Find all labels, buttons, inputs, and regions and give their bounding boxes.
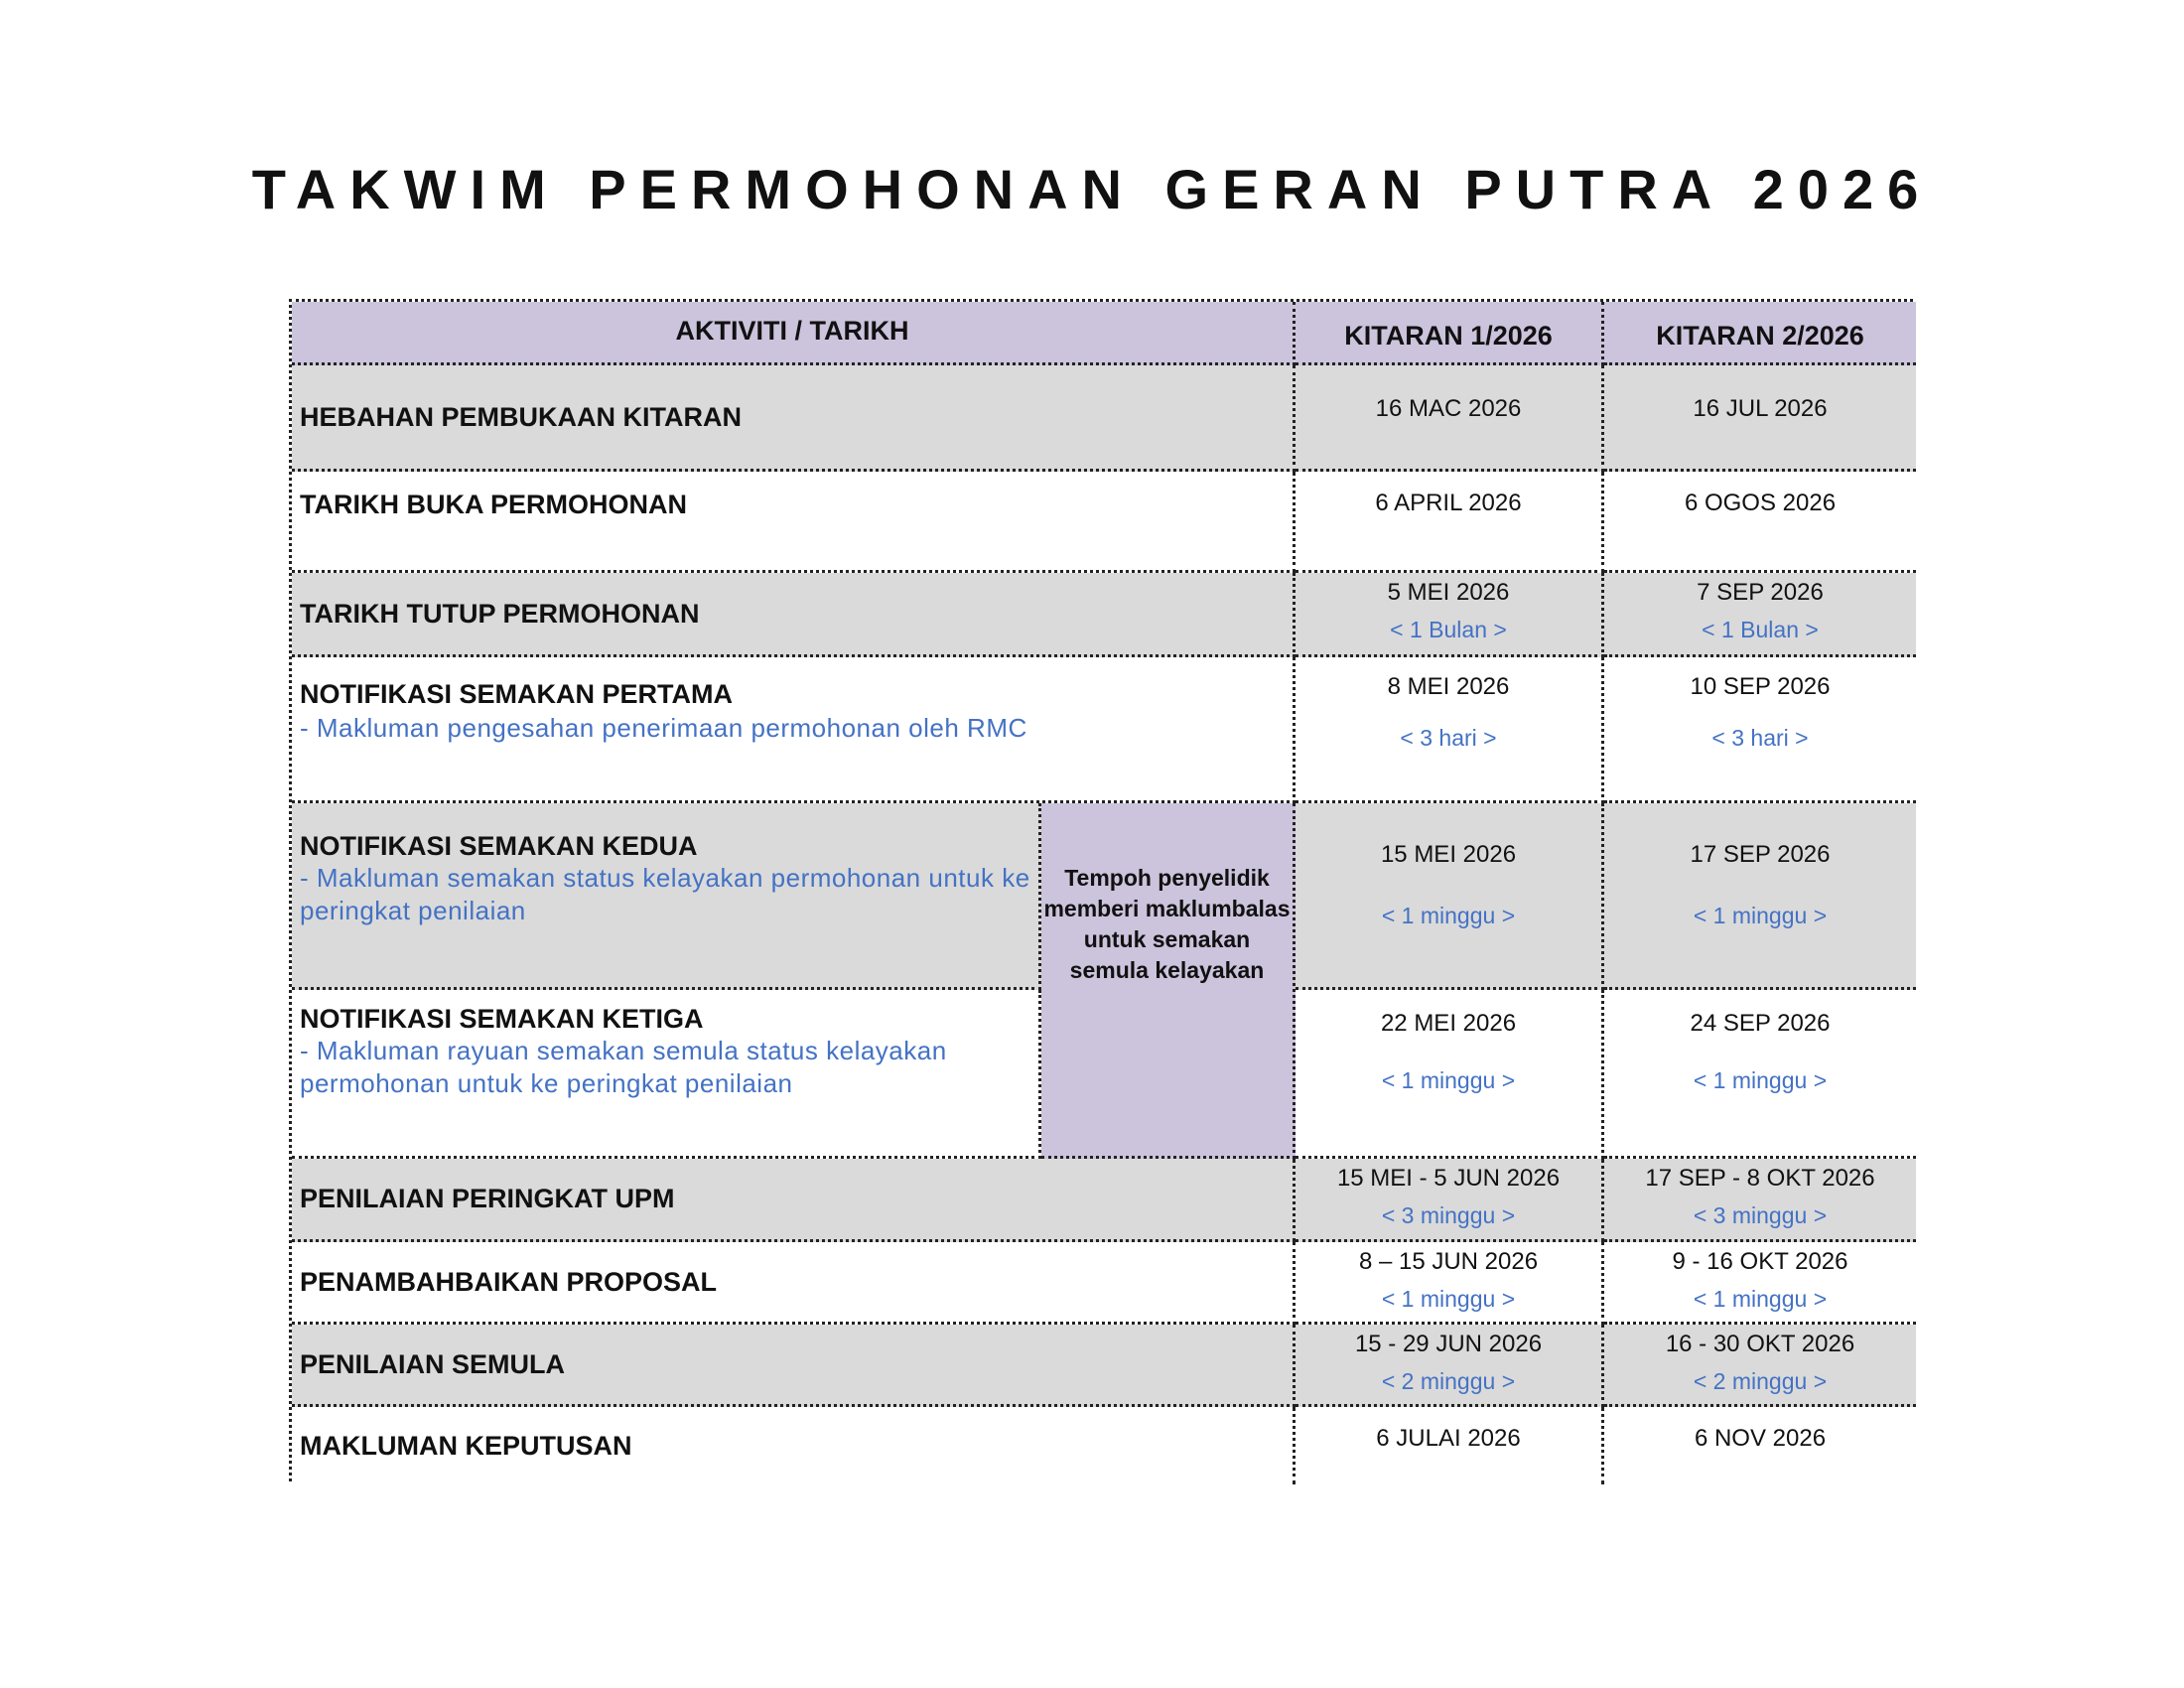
activity-label: TARIKH BUKA PERMOHONAN [300, 490, 687, 519]
activity-label: NOTIFIKASI SEMAKAN KEDUA [300, 831, 698, 861]
cycle2-date: 7 SEP 2026 [1697, 579, 1824, 606]
cycle2-date: 17 SEP - 8 OKT 2026 [1645, 1165, 1875, 1192]
cycle1-cell [1296, 1242, 1604, 1325]
cycle2-cell [1604, 365, 1916, 472]
cycle1-date: 16 MAC 2026 [1375, 395, 1522, 422]
activity-description: - Makluman pengesahan penerimaan permohonan oleh RMC [300, 713, 1027, 743]
cycle2-date: 17 SEP 2026 [1690, 841, 1831, 868]
cycle1-date: 15 - 29 JUN 2026 [1354, 1331, 1543, 1357]
cycle1-cell [1296, 1325, 1604, 1407]
page-title: TAKWIM PERMOHONAN GERAN PUTRA 2026 [251, 158, 1933, 220]
cycle1-cell [1296, 1407, 1604, 1484]
cycle1-date: 6 JULAI 2026 [1376, 1425, 1521, 1452]
header-activity: AKTIVITI / TARIKH [292, 302, 1296, 365]
table-row-label [292, 1242, 1296, 1325]
cycle2-date: 24 SEP 2026 [1690, 1010, 1831, 1037]
activity-label: NOTIFIKASI SEMAKAN PERTAMA [300, 679, 733, 709]
cycle2-date: 6 OGOS 2026 [1684, 490, 1837, 516]
cycle1-duration: < 1 minggu > [1381, 1286, 1516, 1312]
table-row-label [292, 365, 1296, 472]
cycle1-cell [1296, 472, 1604, 573]
cycle2-duration: < 1 minggu > [1693, 903, 1828, 928]
cycle1-cell [1296, 657, 1604, 803]
cycle2-date: 9 - 16 OKT 2026 [1672, 1248, 1848, 1275]
cycle1-duration: < 1 minggu > [1381, 903, 1516, 928]
table-row-label [292, 657, 1296, 803]
activity-description: - Makluman rayuan semakan semula status kelayakan permohonan untuk ke peringkat penilaian [300, 1036, 947, 1098]
cycle2-cell [1604, 1407, 1916, 1484]
cycle1-duration: < 3 hari > [1400, 725, 1497, 751]
cycle2-duration: < 3 hari > [1711, 725, 1809, 751]
cycle2-cell [1604, 803, 1916, 990]
cycle1-cell [1296, 990, 1604, 1159]
table-row-label [292, 1407, 1296, 1484]
cycle2-duration: < 1 minggu > [1693, 1286, 1828, 1312]
cycle2-cell [1604, 1159, 1916, 1242]
cycle2-duration: < 3 minggu > [1693, 1202, 1828, 1228]
cycle1-date: 8 – 15 JUN 2026 [1358, 1248, 1539, 1275]
table-row-label [292, 803, 1041, 990]
activity-description: - Makluman semakan status kelayakan permohonan untuk ke peringkat penilaian [300, 863, 1030, 925]
cycle2-cell [1604, 573, 1916, 657]
table-row-label [292, 990, 1041, 1159]
cycle2-duration: < 1 Bulan > [1702, 617, 1819, 642]
table-row-label [292, 573, 1296, 657]
cycle1-cell [1296, 803, 1604, 990]
cycle1-duration: < 2 minggu > [1381, 1368, 1516, 1394]
cycle2-cell [1604, 1242, 1916, 1325]
cycle1-duration: < 1 Bulan > [1390, 617, 1507, 642]
cycle1-cell [1296, 573, 1604, 657]
activity-label: NOTIFIKASI SEMAKAN KETIGA [300, 1004, 704, 1034]
cycle1-date: 6 APRIL 2026 [1375, 490, 1522, 516]
activity-label: MAKLUMAN KEPUTUSAN [300, 1430, 632, 1461]
cycle1-cell [1296, 365, 1604, 472]
cycle2-date: 16 - 30 OKT 2026 [1665, 1331, 1855, 1357]
cycle1-cell [1296, 1159, 1604, 1242]
cycle2-cell [1604, 1325, 1916, 1407]
cycle1-date: 22 MEI 2026 [1380, 1010, 1517, 1037]
cycle1-duration: < 3 minggu > [1381, 1202, 1516, 1228]
header-cycle-2: KITARAN 2/2026 [1604, 302, 1916, 365]
activity-label: PENAMBAHBAIKAN PROPOSAL [300, 1266, 718, 1297]
response-period-note: Tempoh penyelidik memberi maklumbalas untuk semakan semula kelayakan [1041, 803, 1296, 1159]
cycle1-date: 15 MEI - 5 JUN 2026 [1336, 1165, 1561, 1192]
calendar-table [289, 299, 1913, 1481]
cycle1-duration: < 1 minggu > [1381, 1067, 1516, 1093]
cycle2-duration: < 1 minggu > [1693, 1067, 1828, 1093]
cycle1-date: 8 MEI 2026 [1387, 673, 1510, 700]
activity-label: PENILAIAN PERINGKAT UPM [300, 1184, 675, 1213]
activity-label: PENILAIAN SEMULA [300, 1348, 566, 1379]
table-row-label [292, 1325, 1296, 1407]
table-row-label [292, 1159, 1296, 1242]
cycle2-cell [1604, 657, 1916, 803]
cycle2-date: 6 NOV 2026 [1694, 1425, 1827, 1452]
cycle2-date: 10 SEP 2026 [1690, 673, 1831, 700]
cycle2-duration: < 2 minggu > [1693, 1368, 1828, 1394]
activity-label: HEBAHAN PEMBUKAAN KITARAN [300, 401, 742, 432]
cycle2-cell [1604, 990, 1916, 1159]
cycle1-date: 5 MEI 2026 [1387, 579, 1510, 606]
cycle2-cell [1604, 472, 1916, 573]
cycle1-date: 15 MEI 2026 [1380, 841, 1517, 868]
table-row-label [292, 472, 1296, 573]
header-cycle-1: KITARAN 1/2026 [1296, 302, 1604, 365]
activity-label: TARIKH TUTUP PERMOHONAN [300, 598, 700, 629]
cycle2-date: 16 JUL 2026 [1693, 395, 1828, 422]
